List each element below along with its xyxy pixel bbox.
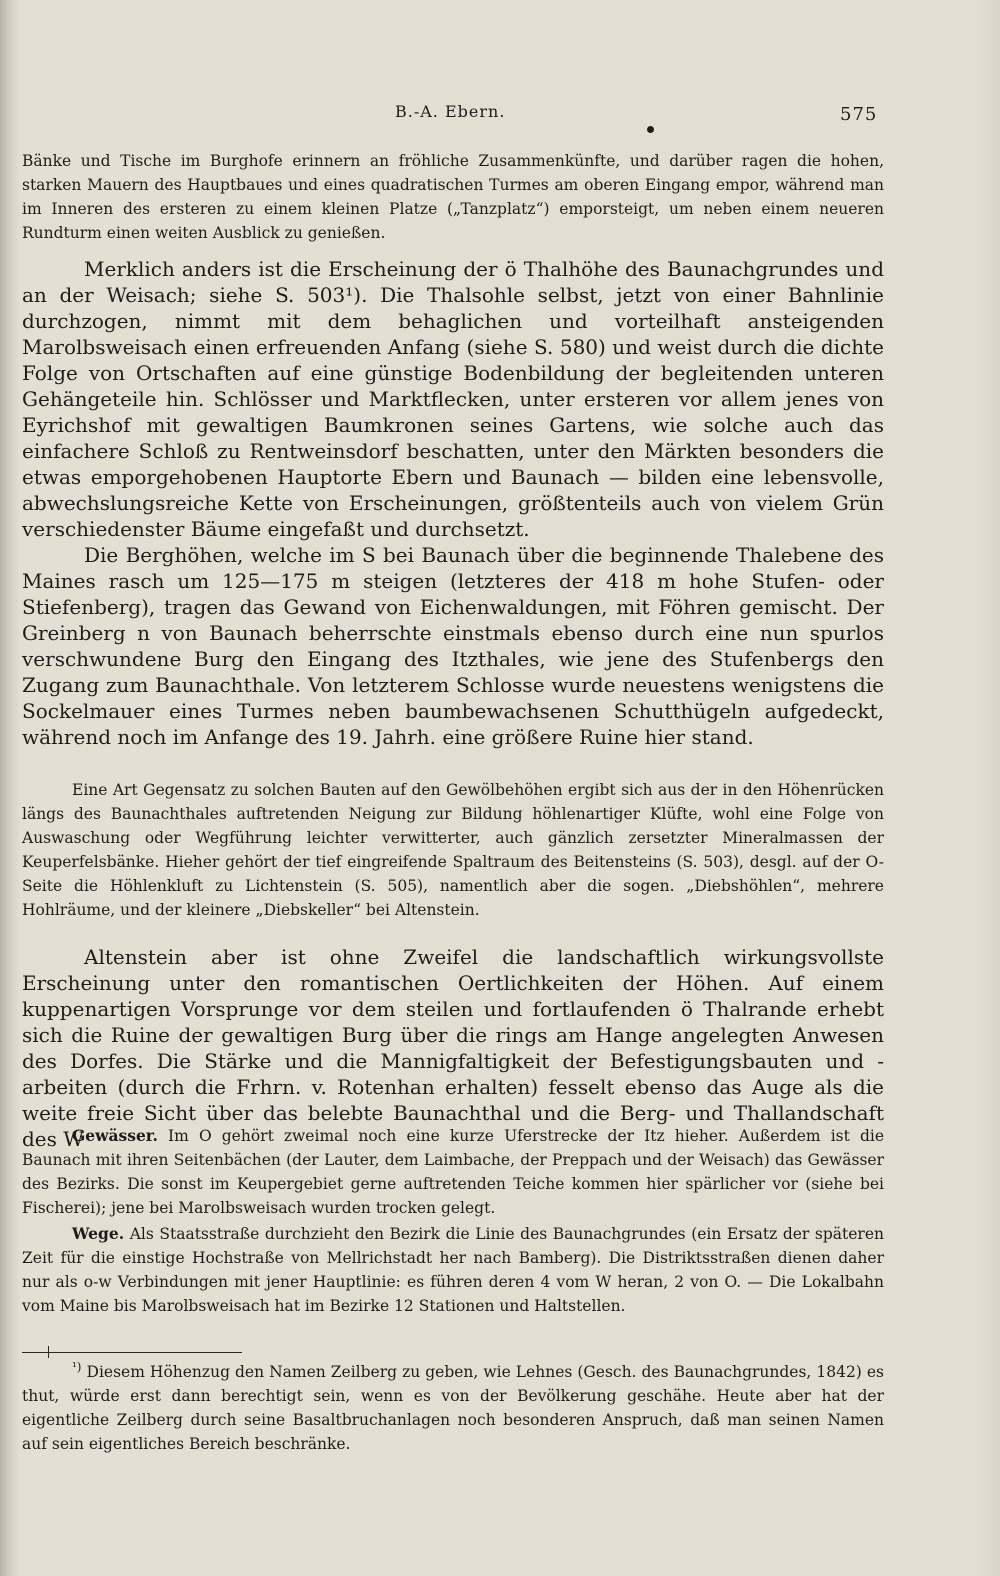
footnote-mark: ¹) xyxy=(72,1359,82,1374)
paragraph-valley-heights xyxy=(22,256,884,542)
paragraph-text: Die Berghöhen, welche im S bei Baunach über die beginnende Thalebene des Maines rasch um 125—175 m steigen (letzteres der 418 m hohe Stufen- oder Stiefenberg), tragen das Gewand von Eichenwaldungen, mit Föhren gemischt. Der Greinberg n von Baunach beherrschte einstmals ebenso durch eine nun spurlos verschwundene Burg den Eingang des Itzthales, wie jene des Stufenbergs den Zugang zum Baunachthale. Von letzterem Schlosse wurde neuestens wenigstens die Sockelmauer eines Turmes neben baumbewachsenen Schutthügeln aufgedeckt, während noch im Anfange des 19. Jahrh. eine größere Ruine hier stand. xyxy=(22,543,884,749)
paragraph-caves xyxy=(22,778,884,922)
footnote-text xyxy=(22,1360,884,1456)
paragraph-text: Eine Art Gegensatz zu solchen Bauten auf den Gewölbehöhen ergibt sich aus der in den Höhenrücken längs des Baunachthales auftretenden Neigung zur Bildung höhlenartiger Klüfte, wohl eine Folge von Auswaschung oder Wegführung leichter verwitterter, auch gänzlich zersetzter Mineralmassen der Keuperfelsbänke. Hieher gehört der tief eingreifende Spaltraum des Beitensteins (S. 503), desgl. auf der O-Seite die Höhlenkluft zu Lichtenstein (S. 505), namentlich aber die sogen. „Diebshöhlen“, mehrere Hohlräume, und der kleinere „Diebskeller“ bei Altenstein. xyxy=(22,781,884,919)
paragraph-altenstein xyxy=(22,944,884,1152)
footnote-rule xyxy=(22,1352,242,1353)
running-head: B.-A. Ebern. xyxy=(395,102,506,121)
section-heading-waters: Gewässer. xyxy=(72,1126,158,1145)
section-heading-roads: Wege. xyxy=(72,1224,125,1243)
paragraph-text: Merklich anders ist die Erscheinung der ö Thalhöhe des Baunachgrundes und an der Weisach; siehe S. 503¹). Die Thalsohle selbst, jetzt von einer Bahnlinie durchzogen, nimmt mit dem behaglichen und vorteilhaft ansteigenden Marolbsweisach einen erfreuenden Anfang (siehe S. 580) und weist durch die dichte Folge von Ortschaften auf eine günstige Bodenbildung der begleitenden unteren Gehängeteile hin. Schlösser und Marktflecken, unter ersteren vor allem jenes von Eyrichshof mit gewaltigen Baumkronen seines Gartens, wie solche auch das einfachere Schloß zu Rentweinsdorf beschatten, unter den Märkten besonders die etwas emporgehobenen Hauptorte Ebern und Baunach — bilden eine lebensvolle, abwechslungsreiche Kette von Erscheinungen, größtenteils auch von vielem Grün verschiedenster Bäume eingefaßt und durchsetzt. xyxy=(22,257,884,541)
ink-dot xyxy=(647,126,654,133)
paragraph-text: Bänke und Tische im Burghofe erinnern an fröhliche Zusammenkünfte, und darüber ragen die hohen, starken Mauern des Hauptbaues und eines quadratischen Turmes am oberen Eingang empor, während man im Inneren des ersteren zu einem kleinen Platze („Tanzplatz“) emporsteigt, um neben einem neueren Rundturm einen weiten Ausblick zu genießen. xyxy=(22,152,884,242)
paragraph-roads xyxy=(22,1222,884,1318)
footnote xyxy=(22,1360,884,1456)
page-header xyxy=(0,100,1000,130)
paragraph-text xyxy=(22,1124,884,1220)
waters-text: Im O gehört zweimal noch eine kurze Uferstrecke der Itz hieher. Außerdem ist die Baunach mit ihren Seitenbächen (der Lauter, dem Laimbache, der Preppach und der Weisach) das Gewässer des Bezirks. Die sonst im Keupergebiet gerne auftretenden Teiche kommen hier spärlicher vor (siehe bei Fischerei); jene bei Marolbsweisach wurden trocken gelegt. xyxy=(22,1127,884,1217)
paragraph-text xyxy=(22,1222,884,1318)
paragraph-waters xyxy=(22,1124,884,1220)
paragraph-castle-courtyard xyxy=(22,149,884,245)
paragraph-text: Altenstein aber ist ohne Zweifel die landschaftlich wirkungsvollste Erscheinung unter den romantischen Oertlichkeiten der Höhen. Auf einem kuppenartigen Vorsprunge vor dem steilen und fortlaufenden ö Thalrande erhebt sich die Ruine der gewaltigen Burg über die rings am Hange angelegten Anwesen des Dorfes. Die Stärke und die Mannigfaltigkeit der Befestigungsbauten und -arbeiten (durch die Frhrn. v. Rotenhan erhalten) fesselt ebenso das Auge als die weite freie Sicht über das belebte Baunachthal und die Berg- und Thallandschaft des W xyxy=(22,945,884,1151)
footnote-rule-tick xyxy=(48,1346,49,1358)
footnote-body: Diesem Höhenzug den Namen Zeilberg zu geben, wie Lehnes (Gesch. des Baunachgrundes, 1842) es thut, würde erst dann berechtigt sein, wenn es von der Bevölkerung geschähe. Heute aber hat der eigentliche Zeilberg durch seine Basaltbruchanlagen noch besonderen Anspruch, daß man seinen Namen auf sein eigentliches Bereich beschränke. xyxy=(22,1363,884,1453)
paragraph-mountain-heights xyxy=(22,542,884,750)
roads-text: Als Staatsstraße durchzieht den Bezirk die Linie des Baunachgrundes (ein Ersatz der späteren Zeit für die einstige Hochstraße von Mellrichstadt her nach Bamberg). Die Distriktsstraßen dienen daher nur als o-w Verbindungen mit jener Hauptlinie: es führen deren 4 vom W heran, 2 von O. — Die Lokalbahn vom Maine bis Marolbsweisach hat im Bezirke 12 Stationen und Haltstellen. xyxy=(22,1225,884,1315)
page-number: 575 xyxy=(840,104,878,125)
